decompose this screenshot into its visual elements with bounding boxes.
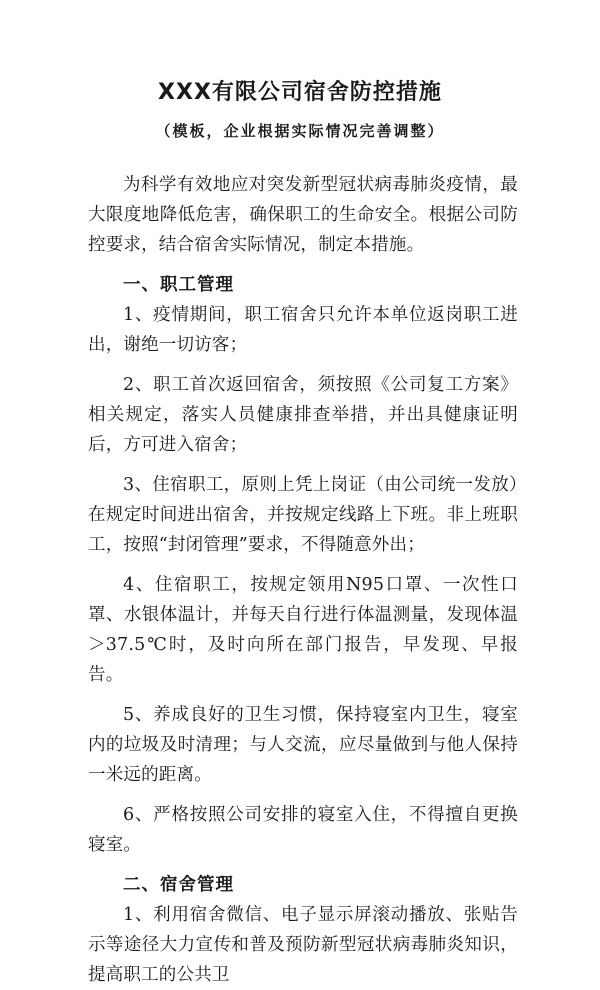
staff-item-4: 4、住宿职工，按规定领用N95口罩、一次性口罩、水银体温计，并每天自行进行体温测量，发现体温＞37.5℃时，及时向所在部门报告，早发现、早报告。 [88, 575, 518, 685]
staff-item-5: 5、养成良好的卫生习惯，保持寝室内卫生，寝室内的垃圾及时清理；与人交流，应尽量做到与他人保持一米远的距离。 [88, 705, 518, 785]
section-heading-dormitory-management: 二、宿舍管理 [123, 875, 234, 895]
section-heading-staff-management: 一、职工管理 [123, 275, 234, 295]
staff-item-2: 2、职工首次返回宿舍，须按照《公司复工方案》相关规定，落实人员健康排查举措，并出具健康证明后，方可进入宿舍； [88, 375, 518, 455]
dormitory-item-1: 1、利用宿舍微信、电子显示屏滚动播放、张贴告示等途径大力宣传和普及预防新型冠状病毒肺炎知识，提高职工的公共卫 [88, 905, 518, 985]
document-title: XXX有限公司宿舍防控措施 [158, 80, 442, 105]
staff-item-1: 1、疫情期间，职工宿舍只允许本单位返岗职工进出，谢绝一切访客； [88, 305, 518, 355]
staff-item-6: 6、严格按照公司安排的寝室入住，不得擅自更换寝室。 [88, 805, 518, 855]
intro-paragraph: 为科学有效地应对突发新型冠状病毒肺炎疫情，最大限度地降低危害，确保职工的生命安全。根据公司防控要求，结合宿舍实际情况，制定本措施。 [88, 175, 518, 255]
staff-item-3: 3、住宿职工，原则上凭上岗证（由公司统一发放）在规定时间进出宿舍，并按规定线路上下班。非上班职工，按照“封闭管理”要求，不得随意外出； [88, 475, 518, 555]
document-body [88, 170, 518, 990]
document-subtitle: （模板，企业根据实际情况完善调整） [155, 122, 445, 140]
